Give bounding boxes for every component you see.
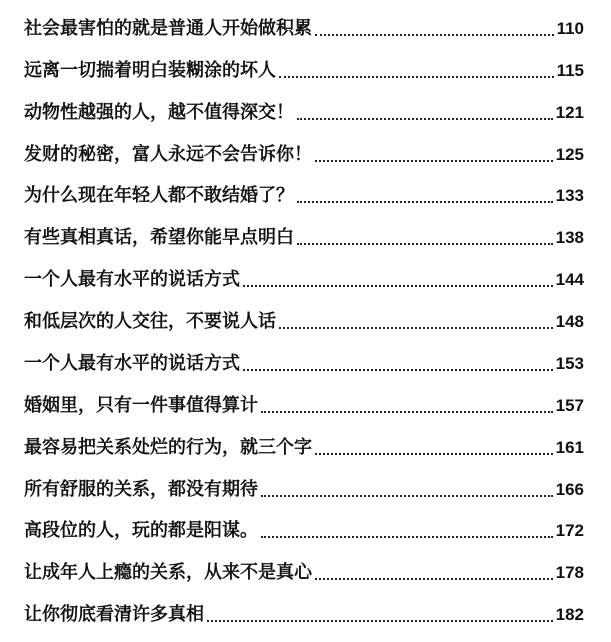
dot-leader bbox=[279, 76, 554, 78]
toc-entry-title: 高段位的人，玩的都是阳谋。 bbox=[24, 520, 258, 541]
toc-entry[interactable] bbox=[24, 305, 584, 333]
toc-entry[interactable] bbox=[24, 556, 584, 584]
dot-leader bbox=[315, 34, 554, 36]
toc-entry-page: 178 bbox=[555, 563, 584, 582]
dot-leader bbox=[279, 327, 553, 329]
toc-entry-title: 远离一切揣着明白装糊涂的坏人 bbox=[24, 60, 276, 81]
toc-entry[interactable] bbox=[24, 138, 584, 166]
toc-entry-title: 所有舒服的关系，都没有期待 bbox=[24, 479, 258, 500]
toc-entry-title: 一个人最有水平的说话方式 bbox=[24, 353, 240, 374]
toc-entry-title: 让你彻底看清许多真相 bbox=[24, 604, 204, 625]
dot-leader bbox=[261, 495, 553, 497]
dot-leader bbox=[261, 536, 553, 538]
toc-entry[interactable] bbox=[24, 598, 584, 626]
toc-entry[interactable] bbox=[24, 389, 584, 417]
dot-leader bbox=[243, 285, 553, 287]
dot-leader bbox=[243, 369, 553, 371]
toc-entry-page: 121 bbox=[555, 103, 584, 122]
toc-entry-page: 138 bbox=[555, 228, 584, 247]
toc-entry-page: 182 bbox=[555, 605, 584, 624]
toc-entry-page: 157 bbox=[555, 396, 584, 415]
toc-entry-page: 144 bbox=[555, 270, 584, 289]
dot-leader bbox=[297, 118, 553, 120]
toc-entry[interactable] bbox=[24, 431, 584, 459]
toc-entry-title: 让成年人上瘾的关系，从来不是真心 bbox=[24, 562, 312, 583]
toc-entry-page: 133 bbox=[555, 186, 584, 205]
toc-entry[interactable] bbox=[24, 514, 584, 542]
toc-entry-page: 125 bbox=[555, 145, 584, 164]
toc-entry-title: 发财的秘密，富人永远不会告诉你！ bbox=[24, 144, 312, 165]
toc-entry[interactable] bbox=[24, 12, 584, 40]
toc-entry[interactable] bbox=[24, 54, 584, 82]
toc-entry-title: 最容易把关系处烂的行为，就三个字 bbox=[24, 437, 312, 458]
toc-entry-title: 动物性越强的人，越不值得深交！ bbox=[24, 102, 294, 123]
toc-entry[interactable] bbox=[24, 96, 584, 124]
toc-entry-page: 115 bbox=[556, 61, 584, 80]
dot-leader bbox=[315, 578, 553, 580]
toc-entry-page: 161 bbox=[555, 438, 584, 457]
toc-entry-title: 有些真相真话，希望你能早点明白 bbox=[24, 227, 294, 248]
toc-entry[interactable] bbox=[24, 347, 584, 375]
toc-entry-page: 172 bbox=[555, 521, 584, 540]
toc-entry-page: 153 bbox=[555, 354, 584, 373]
dot-leader bbox=[315, 453, 553, 455]
toc-entry-page: 110 bbox=[556, 19, 584, 38]
toc-entry[interactable] bbox=[24, 473, 584, 501]
toc-entry-page: 148 bbox=[555, 312, 584, 331]
dot-leader bbox=[261, 411, 553, 413]
toc-entry-title: 婚姻里，只有一件事值得算计 bbox=[24, 395, 258, 416]
toc-entry-page: 166 bbox=[555, 480, 584, 499]
dot-leader bbox=[207, 620, 553, 622]
dot-leader bbox=[297, 201, 553, 203]
dot-leader bbox=[297, 243, 553, 245]
dot-leader bbox=[315, 160, 553, 162]
toc-entry-title: 和低层次的人交往，不要说人话 bbox=[24, 311, 276, 332]
toc-entry-title: 社会最害怕的就是普通人开始做积累 bbox=[24, 18, 312, 39]
toc-entry[interactable] bbox=[24, 179, 584, 207]
toc-entry[interactable] bbox=[24, 263, 584, 291]
toc-entry-title: 一个人最有水平的说话方式 bbox=[24, 269, 240, 290]
toc-entry[interactable] bbox=[24, 221, 584, 249]
toc-entry-title: 为什么现在年轻人都不敢结婚了？ bbox=[24, 185, 294, 206]
